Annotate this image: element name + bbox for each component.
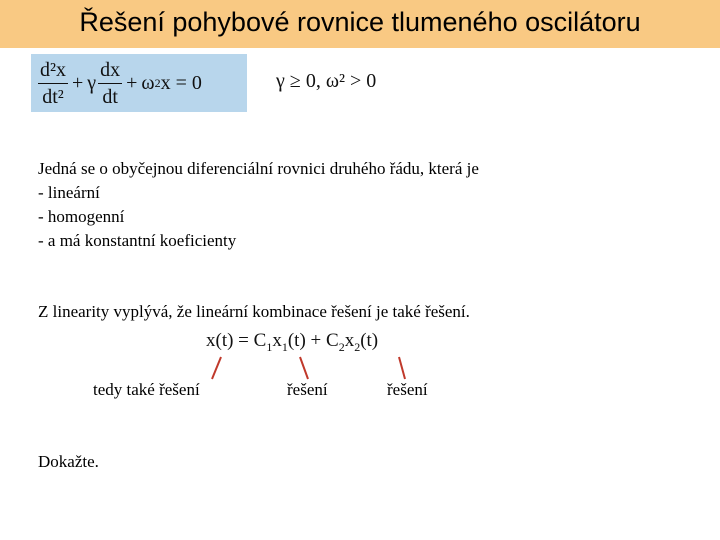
subscript: 2 bbox=[338, 339, 345, 354]
coef-c1: C bbox=[253, 330, 267, 351]
fraction-denominator: dt bbox=[102, 85, 118, 108]
prove-prompt: Dokažte. bbox=[38, 452, 99, 471]
slide-title: Řešení pohybové rovnice tlumeného oscilátoru bbox=[79, 7, 641, 37]
omega-symbol: ω bbox=[141, 71, 155, 94]
property-linear: - lineární bbox=[38, 183, 100, 202]
pointer-x1 bbox=[300, 357, 308, 379]
coef-c2: C bbox=[326, 330, 339, 351]
exponent: 2 bbox=[154, 75, 161, 90]
fraction-denominator: dt² bbox=[42, 85, 64, 108]
fraction-numerator: d²x bbox=[38, 60, 68, 84]
plus-sign: + bbox=[72, 71, 84, 94]
argument-t: (t) bbox=[360, 330, 379, 351]
label-x1-solution: řešení bbox=[287, 380, 328, 399]
lhs: x(t) = bbox=[206, 330, 254, 351]
parameter-conditions: γ ≥ 0, ω² > 0 bbox=[276, 70, 377, 92]
property-homogeneous: - homogenní bbox=[38, 207, 125, 226]
label-x2-solution: řešení bbox=[387, 380, 428, 399]
pointer-x2 bbox=[399, 357, 405, 379]
argument-t: (t) + bbox=[287, 330, 326, 351]
plus-sign: + bbox=[126, 71, 138, 94]
subscript: 2 bbox=[354, 339, 361, 354]
subscript: 1 bbox=[281, 339, 288, 354]
pointer-total bbox=[212, 357, 221, 379]
variable-x: x bbox=[160, 71, 171, 94]
gamma-symbol: γ bbox=[87, 71, 97, 94]
equals-zero: = 0 bbox=[175, 71, 202, 94]
fraction-numerator: dx bbox=[98, 60, 122, 84]
subscript: 1 bbox=[266, 339, 273, 354]
property-constant-coefficients: - a má konstantní koeficienty bbox=[38, 231, 237, 250]
label-total-solution: tedy také řešení bbox=[93, 380, 200, 399]
description-line: Jedná se o obyčejnou diferenciální rovnici druhého řádu, která je bbox=[38, 159, 479, 178]
solution-x1: x bbox=[272, 330, 282, 351]
solution-x2: x bbox=[344, 330, 355, 351]
linearity-statement: Z linearity vyplývá, že lineární kombinace řešení je také řešení. bbox=[38, 302, 470, 321]
